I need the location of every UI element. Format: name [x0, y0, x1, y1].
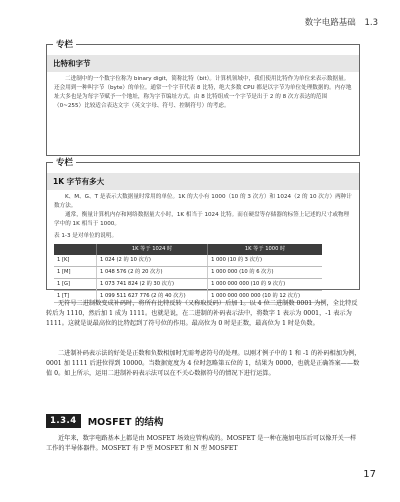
- table-cell: 1 [M]: [54, 267, 97, 279]
- table-caption: 表 1-3 是对单位的说明。: [54, 233, 118, 239]
- paragraph: 二进制补码表示法的好处是正数和负数相加时无需考虑符号的处理。以刚才例子中的 1 和 -1 的补码相加为例，0001 加 1111 后进位得到 10000。当数据宽度为 4 位时忽略第五位的 1，结果为 0000，也就是正确答案——数值 0。如上所示，运用二进制补码表示法可以在不关心数据符号的情况下进行运算。: [46, 350, 361, 378]
- box-paragraph: K、M、G、T 是表示大数据量时常用的单位。1K 的大小有 1000（10 的 3 次方）和 1024（2 的 10 次方）两种计数方法。: [54, 194, 352, 209]
- section-heading-number: 1.3.4: [46, 414, 81, 428]
- table-cell: 1 [K]: [54, 255, 97, 267]
- table-row: [54, 279, 322, 291]
- section-heading: [46, 414, 163, 428]
- table-header-row: [54, 244, 322, 255]
- table-header-cell: 1K 等于 1000 时: [208, 244, 322, 255]
- box-heading: 1K 字节有多大: [47, 173, 359, 190]
- table-header-cell: [54, 244, 97, 255]
- table-cell: 1 099 511 627 776 (2 的 40 次方): [97, 291, 208, 303]
- table-cell: 1 048 576 (2 的 20 次方): [97, 267, 208, 279]
- table-header-cell: 1K 等于 1024 时: [97, 244, 208, 255]
- box-tag: 专栏: [53, 156, 76, 168]
- box-body: [47, 72, 359, 116]
- body-paragraph-complement: [46, 299, 362, 330]
- paragraph: 无符号二进制数变成补码时，将所有比特反转（又称取反码）后加 1。以 4 位二进制数 0001 为例，全比特反转后为 1110，然后加 1 成为 1111。也就是说，在二进制的补码表示法中，将数字 1 表示为 0001，-1 表示为 1111。这就是说最高位的比特起到了符号位的作用。最高位为 0 时是正数，最高位为 1 时是负数。: [46, 300, 358, 328]
- section-number: 1.3: [364, 18, 378, 28]
- chapter-title: 数字电路基础: [304, 18, 356, 28]
- paragraph: 近年来，数字电路基本上都是由 MOSFET 场效应管构成的。MOSFET 是一种在施加电压后可以像开关一样工作的半导体器件。MOSFET 有 P 型 MOSFET 和 N 型 MOSFET: [46, 435, 357, 453]
- box-heading: 比特和字节: [47, 55, 359, 72]
- table-cell: 1 073 741 824 (2 的 30 次方): [97, 279, 208, 291]
- box-paragraph: 通常，衡量计算机内存和网络数据量大小时，1K 相当于 1024 比特。而在硬盘等存储器的标签上记述的尺寸或物理学中的 1K 相当于 1000。: [54, 212, 350, 227]
- table-cell: 1 000 000 (10 的 6 次方): [208, 267, 322, 279]
- table-cell: 1 000 000 000 000 (10 的 12 次方): [208, 291, 322, 303]
- body-paragraph-mosfet: [46, 434, 362, 454]
- table-cell: 1 [T]: [54, 291, 97, 303]
- table-row: [54, 255, 322, 267]
- table-cell: 1 024 (2 的 10 次方): [97, 255, 208, 267]
- table-cell: 1 000 000 000 (10 的 9 次方): [208, 279, 322, 291]
- body-paragraph-addition: [46, 349, 362, 380]
- section-heading-title: MOSFET 的结构: [87, 417, 164, 428]
- box-body: [47, 190, 359, 308]
- sidebar-box-kilobyte: [46, 158, 360, 299]
- sidebar-box-bits-bytes: [46, 40, 360, 156]
- table-cell: 1 [G]: [54, 279, 97, 291]
- box-tag: 专栏: [53, 38, 76, 50]
- table-cell: 1 000 (10 的 3 次方): [208, 255, 322, 267]
- running-header: [305, 16, 378, 28]
- box-paragraph: 二进制中的一个数字位称为 binary digit，简称比特（bit）。计算机领域中，我们使用比特作为单位来表示数据量。还会用到一种叫字节（byte）的单位。通常一个字节代表 8 比特，绝大多数 CPU 都是以字节为单位处理数据的。内存地址大多也是为每字节赋予一个地址，称为字节编址方式。由 8 比特组成一个字节是出于 2 的 8 次方表达的范围（0~255）比较适合表达文字（英文字母、符号、控制符号）的考虑。: [54, 76, 352, 109]
- page-number: 17: [363, 469, 376, 480]
- units-table: [54, 244, 322, 303]
- table-row: [54, 267, 322, 279]
